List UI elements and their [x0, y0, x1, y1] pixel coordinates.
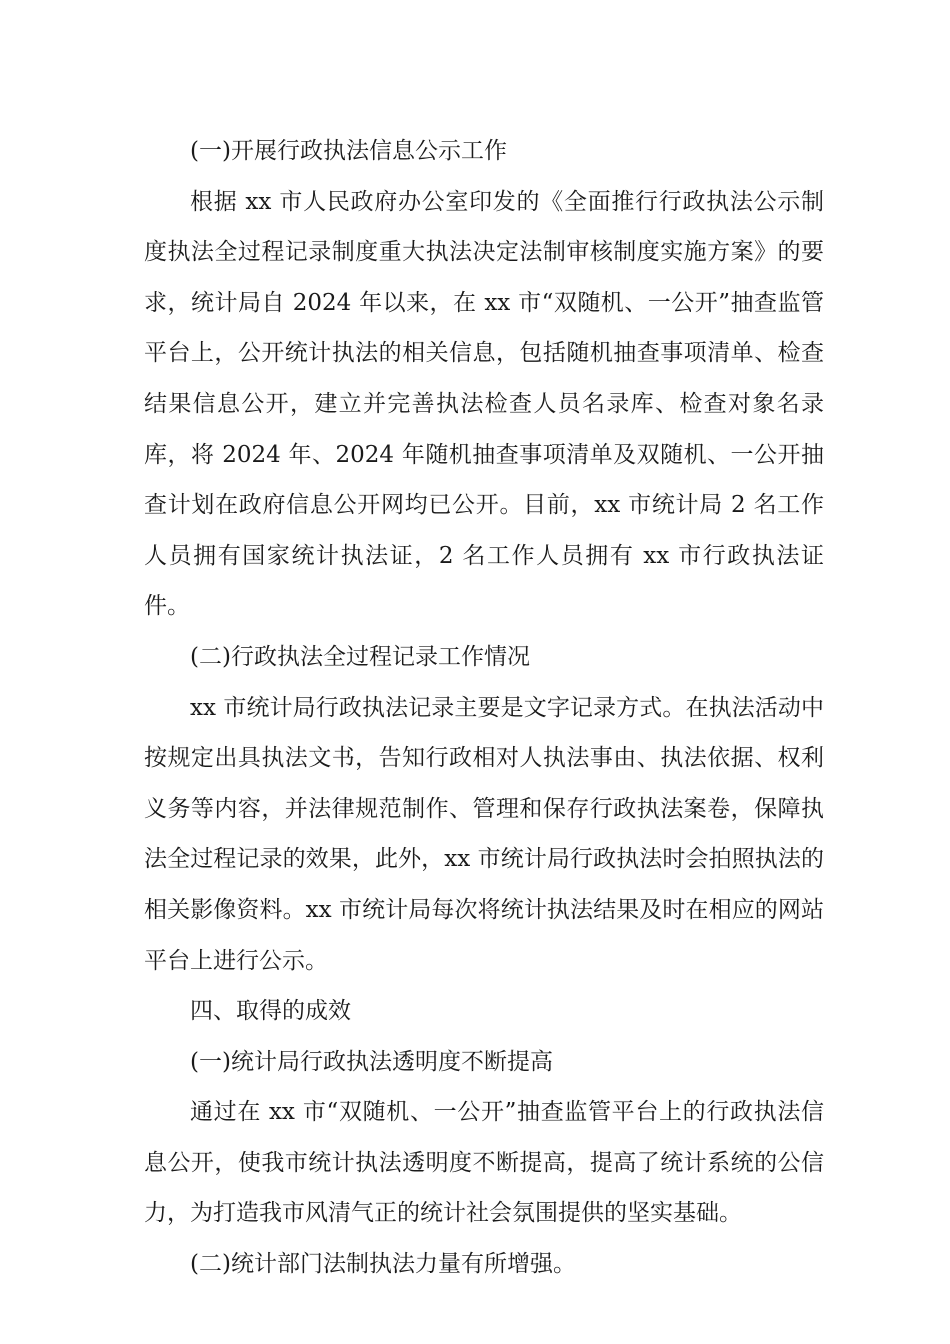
paragraph-full-process-record: xx 市统计局行政执法记录主要是文字记录方式。在执法活动中按规定出具执法文书，告知行政相对人执法事由、执法依据、权利义务等内容，并法律规范制作、管理和保存行政执法案卷，保障执法全过程记录的效果，此外，xx 市统计局行政执法时会拍照执法的相关影像资料。xx 市统计局每次将统计执法结果及时在相应的网站平台上进行公示。: [144, 694, 824, 974]
section-heading-full-process-record: (二)行政执法全过程记录工作情况: [190, 643, 530, 670]
section-heading-achievements: 四、取得的成效: [190, 998, 351, 1025]
document-body: [144, 126, 824, 1290]
paragraph-info-disclosure: 根据 xx 市人民政府办公室印发的《全面推行行政执法公示制度执法全过程记录制度重大执法决定法制审核制度实施方案》的要求，统计局自 2024 年以来，在 xx 市“双随机、一公开”抽查监管平台上，公开统计执法的相关信息，包括随机抽查事项清单、检查结果信息公开，建立并完善执法检查人员名录库、检查对象名录库，将 2024 年、2024 年随机抽查事项清单及双随机、一公开抽查计划在政府信息公开网均已公开。目前，xx 市统计局 2 名工作人员拥有国家统计执法证，2 名工作人员拥有 xx 市行政执法证件。: [144, 188, 824, 620]
section-heading-info-disclosure: (一)开展行政执法信息公示工作: [190, 138, 507, 164]
subsection-heading-enforcement-strength: (二)统计部门法制执法力量有所增强。: [190, 1251, 576, 1278]
subsection-heading-transparency: (一)统计局行政执法透明度不断提高: [190, 1048, 553, 1075]
paragraph-transparency: 通过在 xx 市“双随机、一公开”抽查监管平台上的行政执法信息公开，使我市统计执法透明度不断提高，提高了统计系统的公信力，为打造我市风清气正的统计社会氛围提供的坚实基础。: [144, 1099, 824, 1227]
